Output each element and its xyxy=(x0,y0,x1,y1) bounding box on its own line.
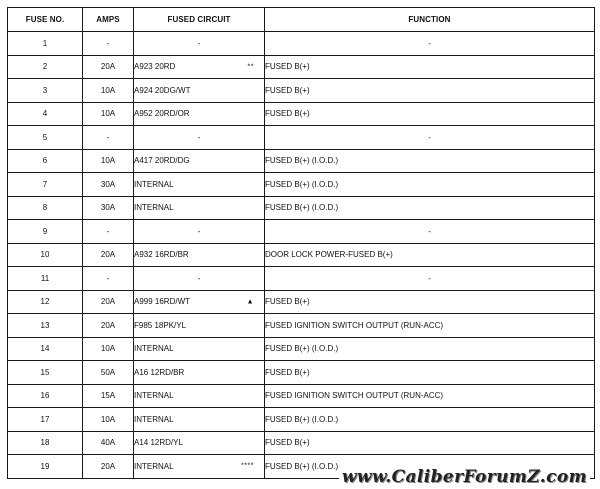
fuse-number-cell xyxy=(8,196,83,220)
watermark: www.CaliberForumZ.com xyxy=(339,467,590,487)
amps-cell-text: 20A xyxy=(100,62,116,72)
fuse-number-cell xyxy=(8,455,83,479)
function-cell-text: - xyxy=(428,273,431,283)
function-cell xyxy=(265,337,595,361)
header-fuse-no: FUSE NO. xyxy=(8,8,83,32)
amps-cell-text: 20A xyxy=(100,250,116,260)
table-row xyxy=(8,267,595,291)
function-cell xyxy=(265,267,595,291)
table-row xyxy=(8,290,595,314)
table-row xyxy=(8,32,595,56)
fused-circuit-cell xyxy=(134,431,265,455)
table-row xyxy=(8,243,595,267)
amps-cell xyxy=(83,149,134,173)
fused-circuit-cell xyxy=(134,290,265,314)
fused-circuit-cell xyxy=(134,149,265,173)
fuse-number-cell-text: 16 xyxy=(40,391,50,401)
fuse-number-cell-text: 2 xyxy=(42,62,48,72)
fuse-number-cell xyxy=(8,337,83,361)
fused-circuit-cell-text: INTERNAL xyxy=(134,203,174,213)
function-cell xyxy=(265,220,595,244)
amps-cell xyxy=(83,32,134,56)
table-row xyxy=(8,337,595,361)
function-cell xyxy=(265,79,595,103)
function-cell xyxy=(265,173,595,197)
amps-cell-text: 10A xyxy=(100,156,116,166)
fused-circuit-cell-text: - xyxy=(197,273,201,283)
fuse-number-cell xyxy=(8,267,83,291)
amps-cell-text: - xyxy=(106,132,110,142)
fuse-number-cell-text: 11 xyxy=(40,273,50,283)
fused-circuit-cell-text: - xyxy=(197,132,201,142)
function-cell-text: FUSED B(+) xyxy=(265,62,310,72)
fuse-number-cell xyxy=(8,173,83,197)
fused-circuit-cell-text: A924 20DG/WT xyxy=(134,85,191,95)
fused-circuit-cell-text: INTERNAL xyxy=(134,391,174,401)
fuse-number-cell xyxy=(8,149,83,173)
fuse-number-cell-text: 17 xyxy=(40,414,50,424)
amps-cell-text: 30A xyxy=(100,203,116,213)
amps-cell xyxy=(83,314,134,338)
fused-circuit-cell xyxy=(134,314,265,338)
amps-cell xyxy=(83,384,134,408)
fused-circuit-cell xyxy=(134,220,265,244)
function-cell xyxy=(265,196,595,220)
fuse-number-cell-text: 9 xyxy=(42,226,48,236)
table-row xyxy=(8,220,595,244)
header-row xyxy=(8,8,595,32)
fused-circuit-cell xyxy=(134,32,265,56)
function-cell xyxy=(265,431,595,455)
table-row xyxy=(8,149,595,173)
fuse-number-cell-text: 3 xyxy=(42,85,48,95)
function-cell xyxy=(265,384,595,408)
fuse-table xyxy=(7,7,595,479)
fuse-number-cell-text: 5 xyxy=(42,132,48,142)
fused-circuit-cell xyxy=(134,173,265,197)
function-cell xyxy=(265,126,595,150)
amps-cell-text: 10A xyxy=(100,344,116,354)
amps-cell xyxy=(83,408,134,432)
fused-circuit-cell xyxy=(134,361,265,385)
function-cell xyxy=(265,149,595,173)
amps-cell xyxy=(83,290,134,314)
function-cell xyxy=(265,102,595,126)
table-row xyxy=(8,431,595,455)
fuse-number-cell xyxy=(8,431,83,455)
fused-circuit-cell-text: A952 20RD/OR xyxy=(134,109,190,119)
fuse-number-cell-text: 6 xyxy=(42,156,48,166)
function-cell-text: FUSED B(+) xyxy=(265,367,310,377)
fuse-table-body xyxy=(8,32,595,479)
fused-circuit-cell-text: A417 20RD/DG xyxy=(134,156,190,166)
table-row xyxy=(8,173,595,197)
fused-circuit-cell-text: A14 12RD/YL xyxy=(134,438,183,448)
function-cell-text: FUSED B(+) xyxy=(265,109,310,119)
fuse-number-cell-text: 7 xyxy=(42,179,48,189)
fused-circuit-cell-text: INTERNAL xyxy=(134,179,174,189)
fuse-number-cell xyxy=(8,290,83,314)
fuse-number-cell xyxy=(8,79,83,103)
fused-circuit-cell xyxy=(134,126,265,150)
header-function: FUNCTION xyxy=(265,8,595,32)
fuse-number-cell-text: 13 xyxy=(40,320,50,330)
function-cell xyxy=(265,243,595,267)
amps-cell-text: 10A xyxy=(100,414,116,424)
fuse-number-cell-text: 8 xyxy=(42,203,48,213)
amps-cell-text: 15A xyxy=(100,391,116,401)
table-row xyxy=(8,126,595,150)
table-row xyxy=(8,102,595,126)
table-row xyxy=(8,196,595,220)
amps-cell xyxy=(83,361,134,385)
circuit-note-mark: **** xyxy=(241,462,254,470)
amps-cell-text: - xyxy=(106,273,110,283)
fuse-number-cell-text: 18 xyxy=(40,438,50,448)
circuit-note-mark: ▲ xyxy=(246,298,254,306)
function-cell xyxy=(265,290,595,314)
fuse-number-cell xyxy=(8,55,83,79)
amps-cell-text: 40A xyxy=(100,438,116,448)
function-cell-text: - xyxy=(428,132,431,142)
circuit-note-mark: ** xyxy=(247,63,254,71)
amps-cell-text: 10A xyxy=(100,109,116,119)
fuse-number-cell-text: 10 xyxy=(40,250,50,260)
header-amps: AMPS xyxy=(83,8,134,32)
fused-circuit-cell-text: A923 20RD xyxy=(134,62,176,72)
amps-cell xyxy=(83,267,134,291)
amps-cell xyxy=(83,243,134,267)
amps-cell xyxy=(83,455,134,479)
function-cell-text: DOOR LOCK POWER-FUSED B(+) xyxy=(265,250,393,260)
function-cell-text: FUSED B(+) (I.O.D.) xyxy=(265,179,339,189)
amps-cell-text: 20A xyxy=(100,461,116,471)
fuse-number-cell-text: 4 xyxy=(42,109,48,119)
amps-cell xyxy=(83,102,134,126)
function-cell-text: FUSED IGNITION SWITCH OUTPUT (RUN-ACC) xyxy=(265,320,444,330)
fused-circuit-cell-text: - xyxy=(197,226,201,236)
fused-circuit-cell xyxy=(134,243,265,267)
table-row xyxy=(8,361,595,385)
amps-cell-text: 20A xyxy=(100,320,116,330)
fused-circuit-cell-text: INTERNAL xyxy=(134,461,174,471)
amps-cell-text: 10A xyxy=(100,85,116,95)
fused-circuit-cell xyxy=(134,337,265,361)
function-cell-text: FUSED B(+) (I.O.D.) xyxy=(265,156,339,166)
function-cell-text: - xyxy=(428,38,431,48)
fuse-number-cell xyxy=(8,361,83,385)
fuse-number-cell xyxy=(8,102,83,126)
amps-cell-text: - xyxy=(106,226,110,236)
fuse-number-cell xyxy=(8,126,83,150)
fuse-number-cell-text: 1 xyxy=(42,38,48,48)
fused-circuit-cell xyxy=(134,55,265,79)
amps-cell xyxy=(83,173,134,197)
amps-cell xyxy=(83,79,134,103)
amps-cell-text: 30A xyxy=(100,179,116,189)
fused-circuit-cell-text: F985 18PK/YL xyxy=(134,320,187,330)
amps-cell-text: 20A xyxy=(100,297,116,307)
fuse-number-cell xyxy=(8,220,83,244)
function-cell xyxy=(265,408,595,432)
table-row xyxy=(8,314,595,338)
function-cell xyxy=(265,314,595,338)
amps-cell xyxy=(83,220,134,244)
function-cell-text: FUSED B(+) xyxy=(265,438,310,448)
fused-circuit-cell xyxy=(134,408,265,432)
fuse-number-cell xyxy=(8,314,83,338)
function-cell-text: FUSED B(+) (I.O.D.) xyxy=(265,461,339,471)
function-cell xyxy=(265,55,595,79)
function-cell-text: FUSED B(+) (I.O.D.) xyxy=(265,203,339,213)
amps-cell-text: - xyxy=(106,38,110,48)
function-cell-text: FUSED B(+) (I.O.D.) xyxy=(265,344,339,354)
fused-circuit-cell xyxy=(134,102,265,126)
table-row xyxy=(8,408,595,432)
fuse-number-cell-text: 12 xyxy=(40,297,50,307)
function-cell-text: FUSED B(+) (I.O.D.) xyxy=(265,414,339,424)
fused-circuit-cell-text: - xyxy=(197,38,201,48)
fuse-number-cell xyxy=(8,384,83,408)
function-cell-text: - xyxy=(428,226,431,236)
amps-cell xyxy=(83,337,134,361)
function-cell-text: FUSED B(+) xyxy=(265,297,310,307)
fused-circuit-cell-text: INTERNAL xyxy=(134,414,174,424)
table-row xyxy=(8,55,595,79)
fused-circuit-cell xyxy=(134,196,265,220)
table-row xyxy=(8,79,595,103)
amps-cell-text: 50A xyxy=(100,367,116,377)
amps-cell xyxy=(83,431,134,455)
function-cell xyxy=(265,32,595,56)
table-row xyxy=(8,384,595,408)
fused-circuit-cell xyxy=(134,79,265,103)
fuse-number-cell xyxy=(8,243,83,267)
fused-circuit-cell-text: A932 16RD/BR xyxy=(134,250,189,260)
fused-circuit-cell-text: INTERNAL xyxy=(134,344,174,354)
function-cell xyxy=(265,361,595,385)
fuse-number-cell-text: 19 xyxy=(40,461,50,471)
fused-circuit-cell xyxy=(134,267,265,291)
fuse-number-cell xyxy=(8,408,83,432)
fuse-number-cell xyxy=(8,32,83,56)
amps-cell xyxy=(83,196,134,220)
fused-circuit-cell xyxy=(134,455,265,479)
fused-circuit-cell xyxy=(134,384,265,408)
function-cell-text: FUSED IGNITION SWITCH OUTPUT (RUN-ACC) xyxy=(265,391,444,401)
header-fused-circuit: FUSED CIRCUIT xyxy=(134,8,265,32)
function-cell-text: FUSED B(+) xyxy=(265,85,310,95)
fused-circuit-cell-text: A16 12RD/BR xyxy=(134,367,185,377)
fuse-number-cell-text: 15 xyxy=(40,367,50,377)
amps-cell xyxy=(83,126,134,150)
amps-cell xyxy=(83,55,134,79)
fuse-number-cell-text: 14 xyxy=(40,344,50,354)
fused-circuit-cell-text: A999 16RD/WT xyxy=(134,297,191,307)
